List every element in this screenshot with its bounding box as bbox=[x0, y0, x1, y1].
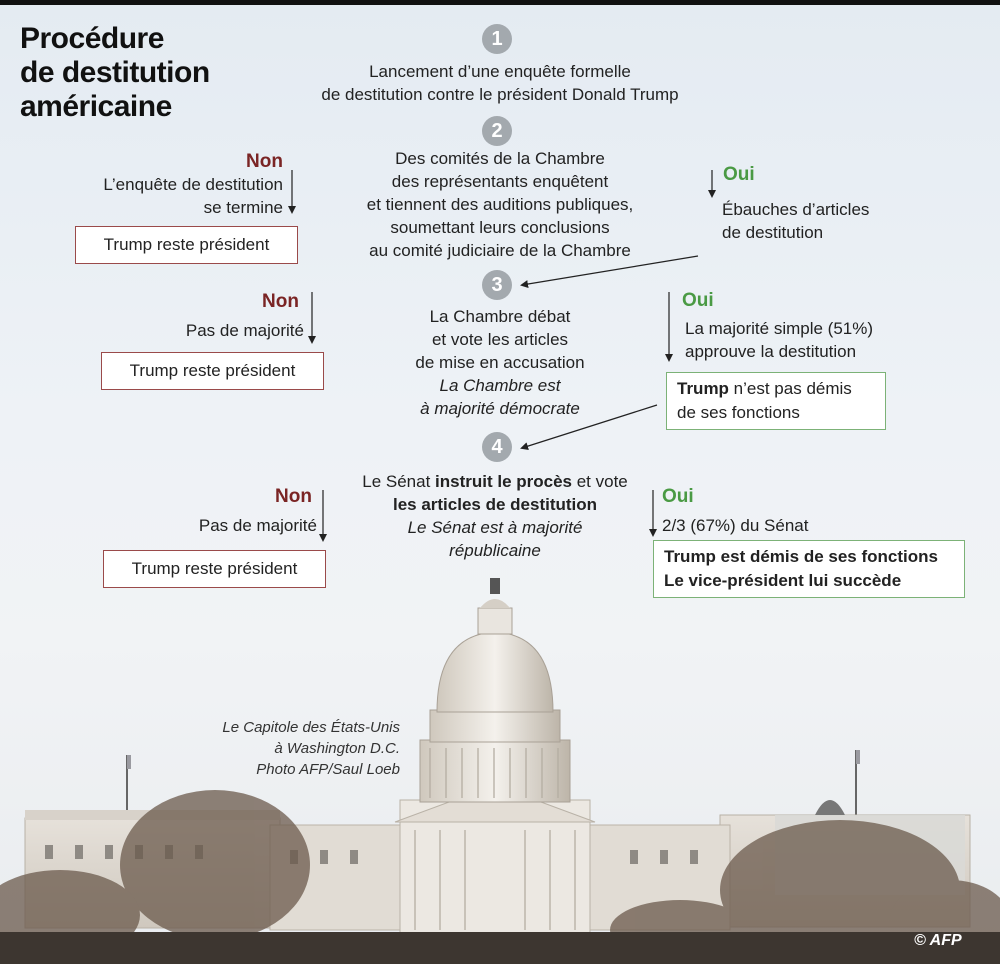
step-2-line: au comité judiciaire de la Chambre bbox=[369, 241, 631, 260]
step-4-line-1a: Le Sénat bbox=[362, 472, 436, 491]
step-2-line: des représentants enquêtent bbox=[391, 172, 609, 191]
step-2-no-label: Non bbox=[246, 151, 283, 172]
step-4-badge: 4 bbox=[482, 432, 512, 462]
step-3-yes-result-line-2: de ses fonctions bbox=[677, 403, 800, 422]
step-4-note: Le Sénat est à majorité bbox=[407, 518, 583, 537]
step-4-no-result-box: Trump reste président bbox=[103, 550, 326, 588]
step-3-line: de mise en accusation bbox=[415, 353, 585, 372]
afp-copyright: © AFP bbox=[914, 932, 962, 949]
step-3-note: La Chambre est bbox=[439, 376, 561, 395]
step-3-yes-line: La majorité simple (51%) bbox=[685, 319, 874, 338]
step-4-yes-result-line: Le vice-président lui succède bbox=[664, 571, 902, 590]
step-4-yes-label: Oui bbox=[662, 486, 694, 507]
title-line-1: Procédure bbox=[20, 22, 164, 55]
title-line-3: américaine bbox=[20, 90, 172, 123]
title-line-2: de destitution bbox=[20, 56, 210, 89]
step-4-line-1b: instruit le procès bbox=[435, 472, 572, 491]
step-1-badge: 1 bbox=[482, 24, 512, 54]
step-3-no-label: Non bbox=[262, 291, 299, 312]
photo-caption bbox=[150, 717, 400, 780]
step-2-no-line: L’enquête de destitution bbox=[103, 175, 283, 194]
step-4-yes-result-line: Trump est démis de ses fonctions bbox=[664, 547, 938, 566]
step-3-yes-label: Oui bbox=[682, 290, 714, 311]
step-4-no-label: Non bbox=[275, 486, 312, 507]
step-2-line: soumettant leurs conclusions bbox=[390, 218, 610, 237]
step-3-note: à majorité démocrate bbox=[420, 399, 580, 418]
photo-caption-line: Le Capitole des États-Unis bbox=[222, 719, 400, 736]
step-4-no-line: Pas de majorité bbox=[198, 516, 317, 535]
step-2-to-3-arrow bbox=[522, 256, 698, 285]
step-3-no-line: Pas de majorité bbox=[185, 321, 304, 340]
step-4-line-1c: et vote bbox=[572, 472, 628, 491]
step-3-badge: 3 bbox=[482, 270, 512, 300]
step-4-yes-line: 2/3 (67%) du Sénat bbox=[662, 516, 809, 535]
step-2-yes-label: Oui bbox=[723, 164, 755, 185]
step-2-yes-line: de destitution bbox=[722, 223, 824, 242]
step-3-yes-result-bold: Trump bbox=[677, 379, 729, 398]
step-2-yes-line: Ébauches d’articles bbox=[722, 200, 870, 219]
step-3-yes-line: approuve la destitution bbox=[685, 342, 857, 361]
step-3-to-4-arrow bbox=[522, 405, 657, 448]
step-3-line: La Chambre débat bbox=[429, 307, 571, 326]
step-2-line: et tiennent des auditions publiques, bbox=[366, 195, 634, 214]
step-1-line: de destitution contre le président Donald Trump bbox=[321, 85, 679, 104]
step-2-no-result-box: Trump reste président bbox=[75, 226, 298, 264]
step-2-badge: 2 bbox=[482, 116, 512, 146]
step-1-line: Lancement d’une enquête formelle bbox=[369, 62, 631, 81]
step-2-line: Des comités de la Chambre bbox=[395, 149, 605, 168]
step-3-line: et vote les articles bbox=[431, 330, 569, 349]
photo-caption-line: à Washington D.C. bbox=[274, 740, 400, 757]
step-4-line-2: les articles de destitution bbox=[392, 495, 598, 514]
step-3-yes-result-rest: n’est pas démis bbox=[728, 379, 852, 398]
photo-caption-line: Photo AFP/Saul Loeb bbox=[256, 761, 400, 778]
step-4-note: républicaine bbox=[449, 541, 541, 560]
step-2-no-line: se termine bbox=[203, 198, 283, 217]
step-3-no-result-box: Trump reste président bbox=[101, 352, 324, 390]
